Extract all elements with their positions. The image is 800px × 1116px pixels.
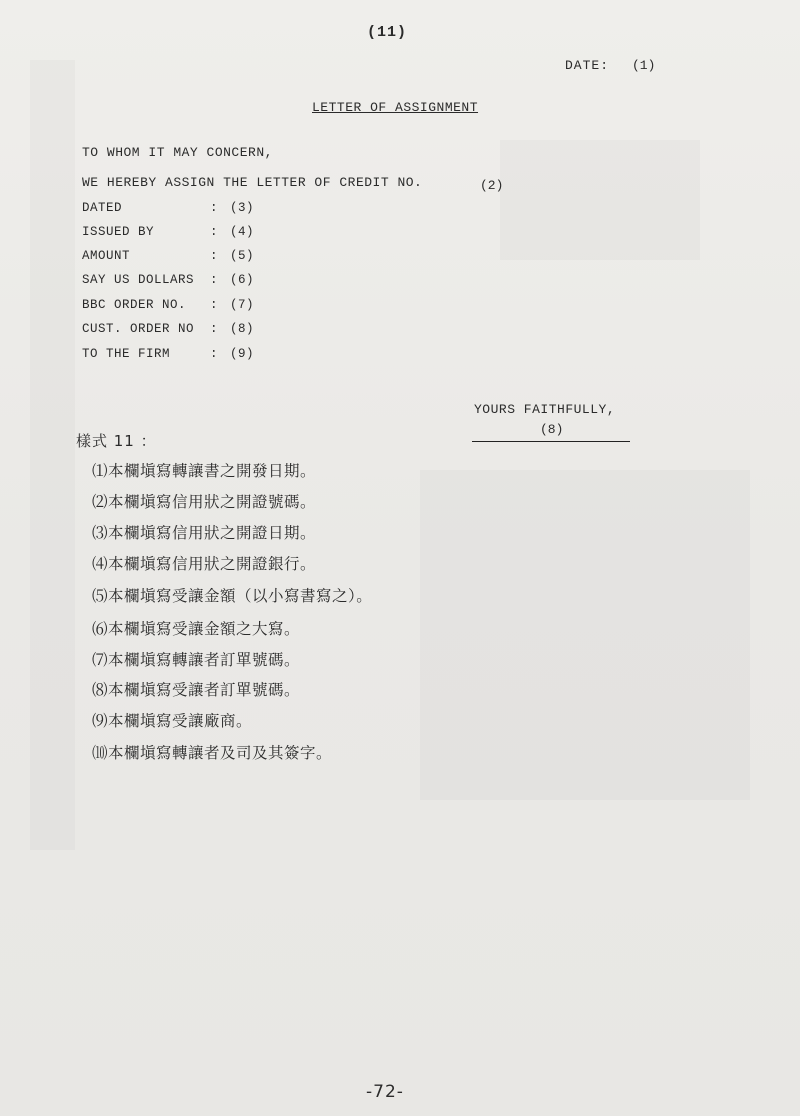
assignment-statement: WE HEREBY ASSIGN THE LETTER OF CREDIT NO.: [82, 175, 423, 190]
field-ref: (6): [230, 273, 255, 287]
field-ref: (9): [230, 347, 255, 361]
field-label: BBC ORDER NO.: [82, 298, 187, 312]
field-colon: :: [210, 201, 219, 215]
salutation: TO WHOM IT MAY CONCERN,: [82, 145, 273, 160]
closing-ref: (8): [540, 422, 564, 437]
page-number: -72-: [366, 1082, 404, 1102]
paper-smudge: [500, 140, 700, 260]
note-item: ⑵本欄塡寫信用狀之開證號碼。: [92, 493, 317, 511]
field-row-dated: [82, 201, 254, 215]
paper-smudge: [420, 470, 750, 800]
field-colon: :: [210, 298, 219, 312]
field-label: DATED: [82, 201, 123, 215]
document-title: LETTER OF ASSIGNMENT: [312, 100, 479, 115]
note-item: ⑹本欄塡寫受讓金額之大寫。: [92, 620, 301, 638]
field-label: AMOUNT: [82, 249, 131, 263]
field-ref: (8): [230, 322, 255, 336]
form-label: 樣式 11 ：: [76, 432, 157, 450]
note-item: ⑻本欄塡寫受讓者訂單號碼。: [92, 681, 301, 699]
field-row-cust-order-no: [82, 322, 254, 336]
note-item: ⑷本欄塡寫信用狀之開證銀行。: [92, 555, 317, 573]
field-row-to-the-firm: [82, 347, 254, 361]
date-label: DATE:: [565, 58, 610, 73]
field-label: TO THE FIRM: [82, 347, 171, 361]
field-ref: (4): [230, 225, 255, 239]
field-ref: (7): [230, 298, 255, 312]
field-row-issued-by: [82, 225, 254, 239]
field-row-say-us-dollars: [82, 273, 254, 287]
note-item: ⑶本欄塡寫信用狀之開證日期。: [92, 524, 317, 542]
field-colon: :: [210, 249, 219, 263]
note-item: ⑺本欄塡寫轉讓者訂單號碼。: [92, 651, 301, 669]
page-marker: (11): [367, 24, 408, 41]
field-colon: :: [210, 273, 219, 287]
field-label: SAY US DOLLARS: [82, 273, 195, 287]
field-ref: (5): [230, 249, 255, 263]
field-label: ISSUED BY: [82, 225, 155, 239]
closing-text: YOURS FAITHFULLY,: [474, 402, 616, 417]
field-row-bbc-order-no: [82, 298, 254, 312]
field-colon: :: [210, 225, 219, 239]
assignment-ref: (2): [480, 178, 504, 193]
field-colon: :: [210, 322, 219, 336]
field-ref: (3): [230, 201, 255, 215]
note-item: ⑴本欄塡寫轉讓書之開發日期。: [92, 462, 317, 480]
field-row-amount: [82, 249, 254, 263]
signature-line: [472, 441, 630, 442]
field-label: CUST. ORDER NO: [82, 322, 195, 336]
note-item: ⑽本欄塡寫轉讓者及司及其簽字。: [92, 744, 333, 762]
note-item: ⑼本欄塡寫受讓廠商。: [92, 712, 253, 730]
date-ref: (1): [632, 58, 656, 73]
paper-smudge: [30, 60, 75, 850]
field-colon: :: [210, 347, 219, 361]
note-item: ⑸本欄塡寫受讓金額（以小寫書寫之）。: [92, 587, 373, 605]
